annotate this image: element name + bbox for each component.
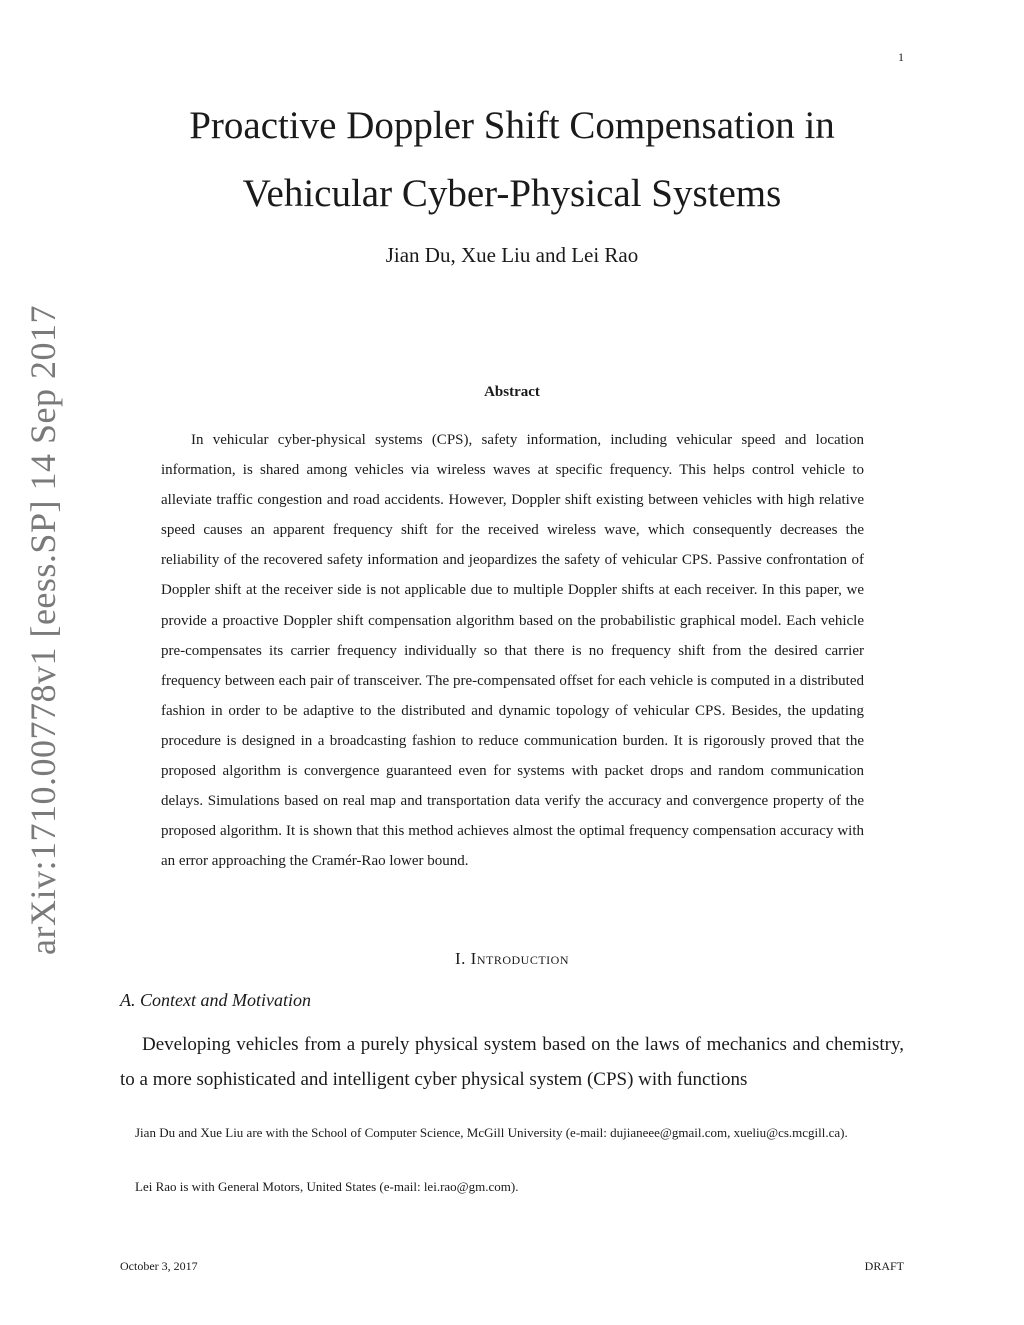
section-number: I. (455, 949, 466, 968)
footnote-affiliation-2: Lei Rao is with General Motors, United States (e-mail: lei.rao@gm.com). (135, 1179, 519, 1194)
paper-title-line-1: Proactive Doppler Shift Compensation in (189, 104, 835, 147)
page-number: 1 (898, 50, 904, 64)
footer-date: October 3, 2017 (120, 1259, 198, 1273)
footnote-affiliation-1: Jian Du and Xue Liu are with the School of Computer Science, McGill University (e-mail: dujianeee@gmail.com, xueliu@cs.mcgill.ca). (135, 1125, 848, 1140)
arxiv-identifier-stamp: arXiv:1710.00778v1 [eess.SP] 14 Sep 2017 (23, 305, 63, 955)
subsection-heading: A. Context and Motivation (120, 990, 311, 1010)
footer-draft-label: DRAFT (864, 1259, 904, 1273)
introduction-body: Developing vehicles from a purely physical system based on the laws of mechanics and chemistry, to a more sophisticated and intelligent cyber physical system (CPS) with functions (120, 1034, 904, 1090)
paper-title (150, 92, 874, 228)
abstract-body: In vehicular cyber-physical systems (CPS), safety information, including vehicular speed and location information, is shared among vehicles via wireless waves at specific frequency. This helps control vehicle to alleviate traffic congestion and road accidents. However, Doppler shift existing between vehicles with high relative speed causes an apparent frequency shift for the received wireless wave, which consequently decreases the reliability of the recovered safety information and jeopardizes the safety of vehicular CPS. Passive confrontation of Doppler shift at the receiver side is not applicable due to multiple Doppler shifts at each receiver. In this paper, we provide a proactive Doppler shift compensation algorithm based on the probabilistic graphical model. Each vehicle pre-compensates its carrier frequency individually so that there is no frequency shift from the desired carrier frequency between each pair of transceiver. The pre-compensated offset for each vehicle is computed in a distributed fashion in order to be adaptive to the distributed and dynamic topology of vehicular CPS. Besides, the updating procedure is designed in a broadcasting fashion to reduce communication burden. It is rigorously proved that the proposed algorithm is convergence guaranteed even for systems with packet drops and random communication delays. Simulations based on real map and transportation data verify the accuracy and convergence property of the proposed algorithm. It is shown that this method achieves almost the optimal frequency compensation accuracy with an error approaching the Cramér-Rao lower bound. (161, 432, 864, 870)
author-list: Jian Du, Xue Liu and Lei Rao (385, 243, 639, 267)
section-title: Introduction (470, 949, 569, 968)
paper-title-line-2: Vehicular Cyber-Physical Systems (242, 172, 782, 215)
abstract-heading: Abstract (484, 384, 540, 400)
section-heading-introduction (150, 949, 874, 969)
